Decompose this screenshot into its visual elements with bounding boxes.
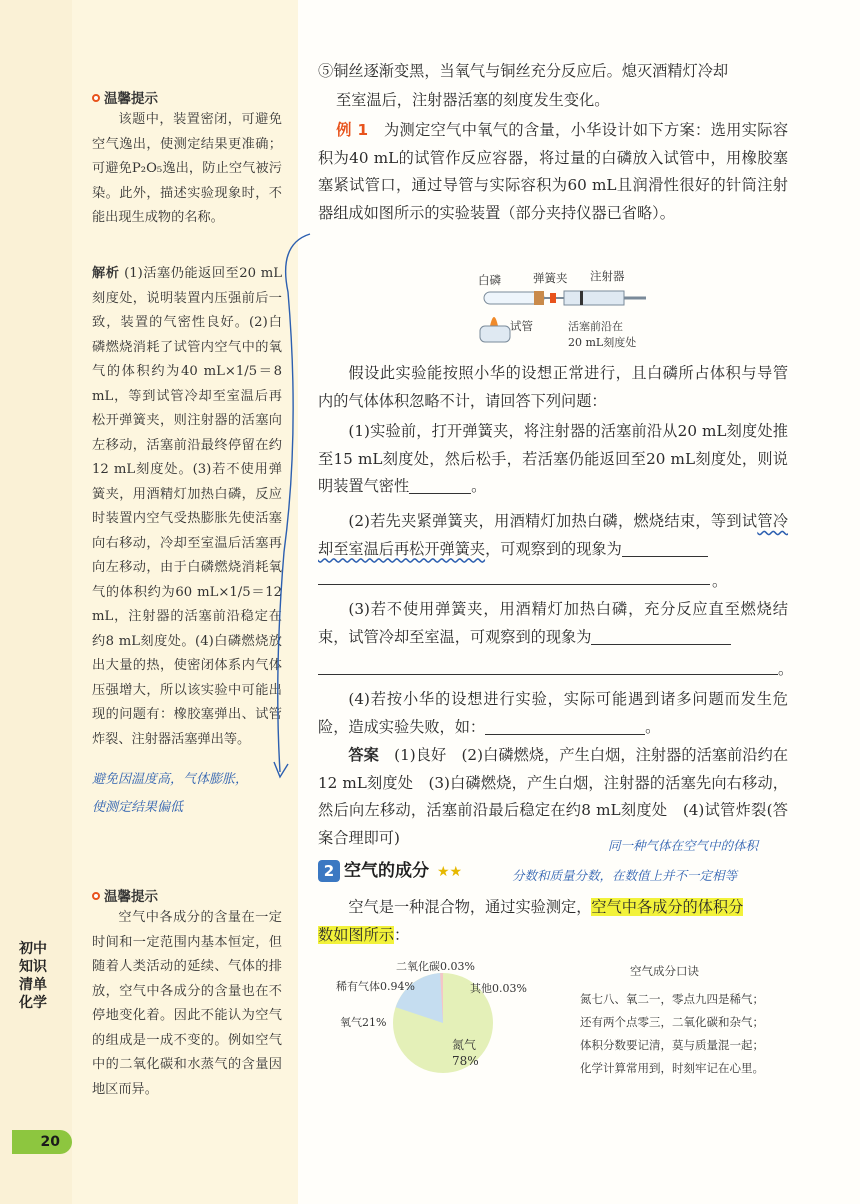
answer-blank[interactable]: [622, 539, 708, 557]
example-label: 例 1: [336, 121, 369, 139]
fig-label-syringe: 注射器: [590, 269, 625, 283]
answer-line[interactable]: [318, 674, 778, 675]
handwritten-note: 分数和质量分数，在数值上并不一定相等: [512, 868, 738, 883]
answer-blank[interactable]: [591, 627, 731, 645]
q2-text: ，可观察到的现象为: [485, 539, 622, 558]
step5-line1: ⑤铜丝逐渐变黑，当氧气与铜丝充分反应后。熄灭酒精灯冷却: [318, 62, 729, 80]
q2-wavy-underline: 管冷却至室温后再松开弹簧夹: [318, 512, 789, 558]
fig-label-piston: [568, 318, 636, 350]
section-title: 空气的成分: [344, 861, 429, 881]
question-3: [318, 596, 788, 651]
analysis-text: [92, 262, 282, 752]
intro-text: ：: [393, 925, 410, 944]
pie-label-noble: 稀有气体0.94%: [336, 980, 415, 993]
q1-text: (1)实验前，打开弹簧夹，将注射器的活塞前沿从20 mL刻度处推至15 mL刻度处，然后松手，若活塞仍能返回至20 mL刻度处，则说明装置气密性: [318, 422, 788, 495]
q2-text: (2)若先夹紧弹簧夹，用酒精灯加热白磷，燃烧结束，等到试: [348, 512, 758, 530]
handwritten-note: [92, 766, 292, 822]
star-rating-icon: ★★: [437, 864, 463, 880]
highlight-text: 空气中各成分的体积分: [591, 898, 744, 916]
section-heading: [318, 856, 462, 882]
pie-label-nitrogen-pct: 78%: [452, 1054, 479, 1068]
question-1: (1)实验前，打开弹簧夹，将注射器的活塞前沿从20 mL刻度处推至15 mL刻度处，然后松手，若活塞仍能返回至20 mL刻度处，则说明装置气密性 。: [318, 422, 788, 495]
fig-label-phosphorus: 白磷: [478, 273, 501, 287]
answer-blank[interactable]: [409, 476, 471, 494]
highlight-text: 数如图所示: [318, 925, 394, 944]
answer-line[interactable]: [318, 584, 710, 585]
question-2: [318, 508, 788, 563]
q3-text: (3)若不使用弹簧夹，用酒精灯加热白磷，充分反应直至燃烧结束，试管冷却至室温，可观察到的现象为: [318, 600, 788, 646]
pie-label-oxygen: 氧气21%: [340, 1016, 387, 1029]
piston-line2: 20 mL刻度处: [568, 336, 637, 349]
tip-title: [92, 885, 158, 905]
tip-bullet-icon: [92, 94, 100, 102]
tip-title-text: 温馨提示: [104, 889, 158, 905]
tip-title-text: 温馨提示: [104, 91, 158, 107]
intro-paragraph: [318, 894, 788, 949]
question-4: (4)若按小华的设想进行实验，实际可能遇到诸多问题而发生危险，造成实验失败，如： 。: [318, 690, 788, 736]
note-line: 使测定结果偏低: [92, 800, 184, 815]
rhyme-line: 体积分数要记清，莫与质量混一起；: [580, 1038, 764, 1052]
tip-text: 空气中各成分的含量在一定时间和一定范围内基本恒定，但随着人类活动的延续、气体的排放，空气中各成分的含量也在不停地变化着。因此不能认为空气的组成是一成不变的。例如空气中的二氧化碳和水蒸气的含量因地区而异。: [92, 910, 282, 1097]
spine: [0, 0, 72, 1204]
analysis-body: (1)活塞仍能返回至20 mL刻度处，说明装置内压强前后一致，装置的气密性良好。(2)白磷燃烧消耗了试管内空气中的氧气的体积约为40 mL×1/5＝8 mL，等到试管冷却至室温后再松开弹簧夹，则注射器的活塞向左移动，活塞前沿最终停留在约12 mL刻度处。(3)若不使用弹簧夹，用酒精灯加热白磷，反应时装置内空气受热膨胀先使活塞向右移动，冷却至室温后活塞再向左移动，由于白磷燃烧消耗氧气的体积约为60 mL×1/5＝12 mL，注射器的活塞前沿稳定在约8 mL刻度处。(4)白磷燃烧放出大量的热，使密闭体系内气体压强增大，所以该实验中可能出现的问题有：橡胶塞弹出、试管炸裂、注射器活塞弹出等。: [92, 266, 282, 747]
analysis-label: 解析: [92, 266, 120, 281]
book-title: 初中知识清单 化学: [19, 941, 47, 1011]
answer-blank[interactable]: [485, 717, 645, 735]
rhyme-line: 化学计算常用到，时刻牢记在心里。: [580, 1061, 764, 1075]
intro-text: 空气是一种混合物，通过实验测定，: [348, 898, 592, 916]
page-number: 20: [12, 1130, 72, 1154]
rhyme-title: 空气成分口诀: [630, 964, 699, 978]
tip-text: 该题中，装置密闭，可避免空气逸出，使测定结果更准确；可避免P₂O₅逸出，防止空气被污染。此外，描述实验现象时，不能出现生成物的名称。: [92, 112, 282, 225]
note-line: 避免因温度高，气体膨胀，: [92, 772, 249, 787]
answer-label: 答案: [348, 746, 379, 764]
example-text: 为测定空气中氧气的含量，小华设计如下方案：选用实际容积为40 mL的试管作反应容器，将过量的白磷放入试管中，用橡胶塞塞紧试管口，通过导管与实际容积为60 mL且润滑性很好的针筒注射器组成如图所示的实验装置（部分夹持仪器已省略）。: [318, 121, 789, 222]
assumption-text: 假设此实验能按照小华的设想正常进行，且白磷所占体积与导管内的气体体积忽略不计，请回答下列问题：: [318, 364, 788, 410]
step5-line2: 至室温后，注射器活塞的刻度发生变化。: [336, 91, 610, 109]
fig-label-clip: 弹簧夹: [533, 271, 568, 285]
rhyme-line: 氮七八、氧二一，零点九四是稀气；: [580, 992, 764, 1006]
rhyme-line: 还有两个点零三，二氧化碳和杂气；: [580, 1015, 764, 1029]
q4-text: (4)若按小华的设想进行实验，实际可能遇到诸多问题而发生危险，造成实验失败，如：: [318, 690, 788, 736]
answer-text: (1)良好 (2)白磷燃烧，产生白烟，注射器的活塞前沿约在12 mL刻度处 (3)白磷燃烧，产生白烟，注射器的活塞先向右移动，然后向左移动，活塞前沿最后稳定在约8 mL刻度处 (4)试管炸裂(答案合理即可): [318, 746, 789, 847]
piston-line1: 活塞前沿在: [568, 320, 623, 333]
q2-period: 。: [712, 572, 728, 590]
pie-label-other: 其他0.03%: [470, 982, 527, 995]
q3-period: 。: [778, 660, 794, 678]
handwritten-arrow-icon: [270, 232, 320, 792]
pie-label-nitrogen: 氮气: [452, 1038, 477, 1052]
handwritten-note: 同一种气体在空气中的体积: [608, 838, 759, 853]
pie-label-co2: 二氧化碳0.03%: [396, 960, 475, 973]
fig-label-tube: 试管: [510, 319, 533, 333]
tip-title: [92, 87, 158, 107]
example-paragraph: [318, 117, 788, 227]
section-number: 2: [318, 860, 340, 882]
tip-bullet-icon: [92, 892, 100, 900]
